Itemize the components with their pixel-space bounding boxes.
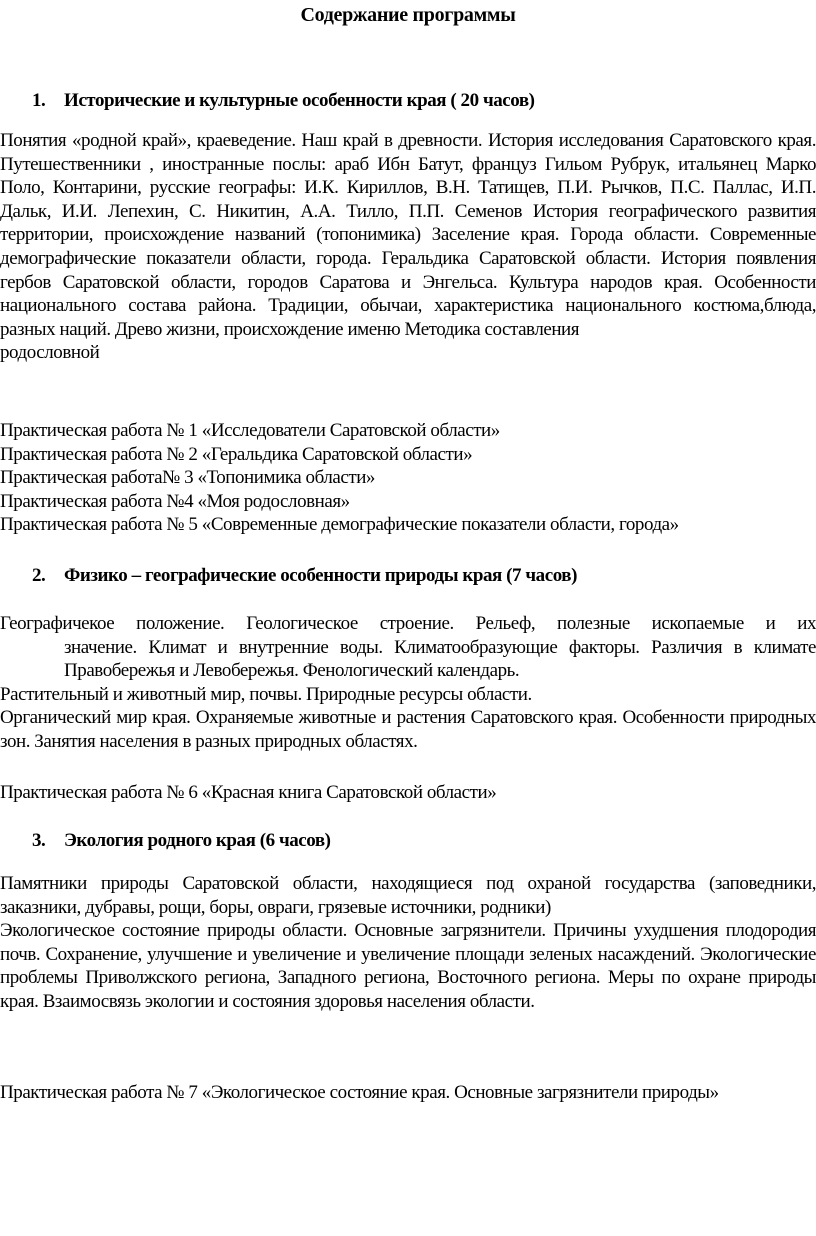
practical-item: Практическая работа № 7 «Экологическое состояние края. Основные загрязнители природы» — [0, 1082, 719, 1103]
section-3-body — [0, 872, 816, 1014]
paragraph: Растительный и животный мир, почвы. Природные ресурсы области. — [0, 683, 532, 705]
section-1-body — [0, 129, 816, 365]
paragraph: Географичекое положение. Геологическое строение. Рельеф, полезные ископаемые и их — [0, 613, 816, 634]
section-title: Исторические и культурные особенности края ( 20 часов) — [64, 90, 535, 111]
section-number: 1. — [32, 90, 46, 111]
practical-item: Практическая работа №4 «Моя родословная» — [0, 490, 350, 512]
section-2-body — [0, 612, 816, 754]
paragraph: Понятия «родной край», краеведение. Наш край в древности. История исследования Саратовского края. Путешественники , иностранные послы: араб Ибн Батут, француз Гильом Рубрук, итальянец Марко Поло, Контарини, русские географы: И.К. Кириллов, В.Н. Татищев, П.И. Рычков, П.С. Паллас, И.П. Дальк, И.И. Лепехин, С. Никитин, А.А. Тилло, П.П. Семенов История географического развития территории, происхождение названий (топонимика) Заселение края. Города области. Современные демографические показатели области, города. Геральдика Саратовской области. История появления гербов Саратовской области, городов Саратова и Энгельса. Культура народов края. Особенности национального состава района. Традиции, обычаи, характеристика национального костюма,блюда, разных наций. Древо жизни, происхождение именю Методика составления — [0, 130, 816, 340]
practical-item: Практическая работа № 5 «Современные демографические показатели области, города» — [0, 514, 679, 536]
section-title: Физико – географические особенности природы края (7 часов) — [64, 565, 577, 586]
paragraph: Органический мир края. Охраняемые животные и растения Саратовского края. Особенности природных зон. Занятия населения в разных природных областях. — [0, 707, 816, 752]
practical-item: Практическая работа№ 3 «Топонимика области» — [0, 467, 375, 489]
paragraph: Памятники природы Саратовской области, находящиеся под охраной государства (заповедники, заказники, дубравы, рощи, боры, овраги, грязевые источники, родники) — [0, 873, 816, 918]
paragraph-end: родословной — [0, 342, 100, 364]
section-2-heading — [0, 564, 816, 588]
practical-list-1 — [0, 419, 816, 537]
section-3-heading — [0, 829, 816, 853]
section-number: 2. — [32, 565, 46, 586]
practical-item: Практическая работа № 6 «Красная книга Саратовской области» — [0, 782, 497, 803]
page-title: Содержание программы — [300, 4, 516, 26]
paragraph-continued: значение. Климат и внутренние воды. Климатообразующие факторы. Различия в климате Правобережья и Левобережья. Фенологический календарь. — [64, 636, 816, 682]
practical-item: Практическая работа № 2 «Геральдика Саратовской области» — [0, 443, 473, 465]
section-number: 3. — [32, 830, 46, 851]
section-1-heading — [0, 89, 816, 113]
section-title: Экология родного края (6 часов) — [64, 830, 331, 851]
practical-item: Практическая работа № 1 «Исследователи Саратовской области» — [0, 420, 500, 441]
paragraph: Экологическое состояние природы области. Основные загрязнители. Причины ухудшения плодородия почв. Сохранение, улучшение и увеличение и увеличение площади зеленых насаждений. Экологические проблемы Приволжского региона, Западного региона, Восточного региона. Меры по охране природы края. Взаимосвязь экологии и состояния здоровья населения области. — [0, 920, 816, 1012]
